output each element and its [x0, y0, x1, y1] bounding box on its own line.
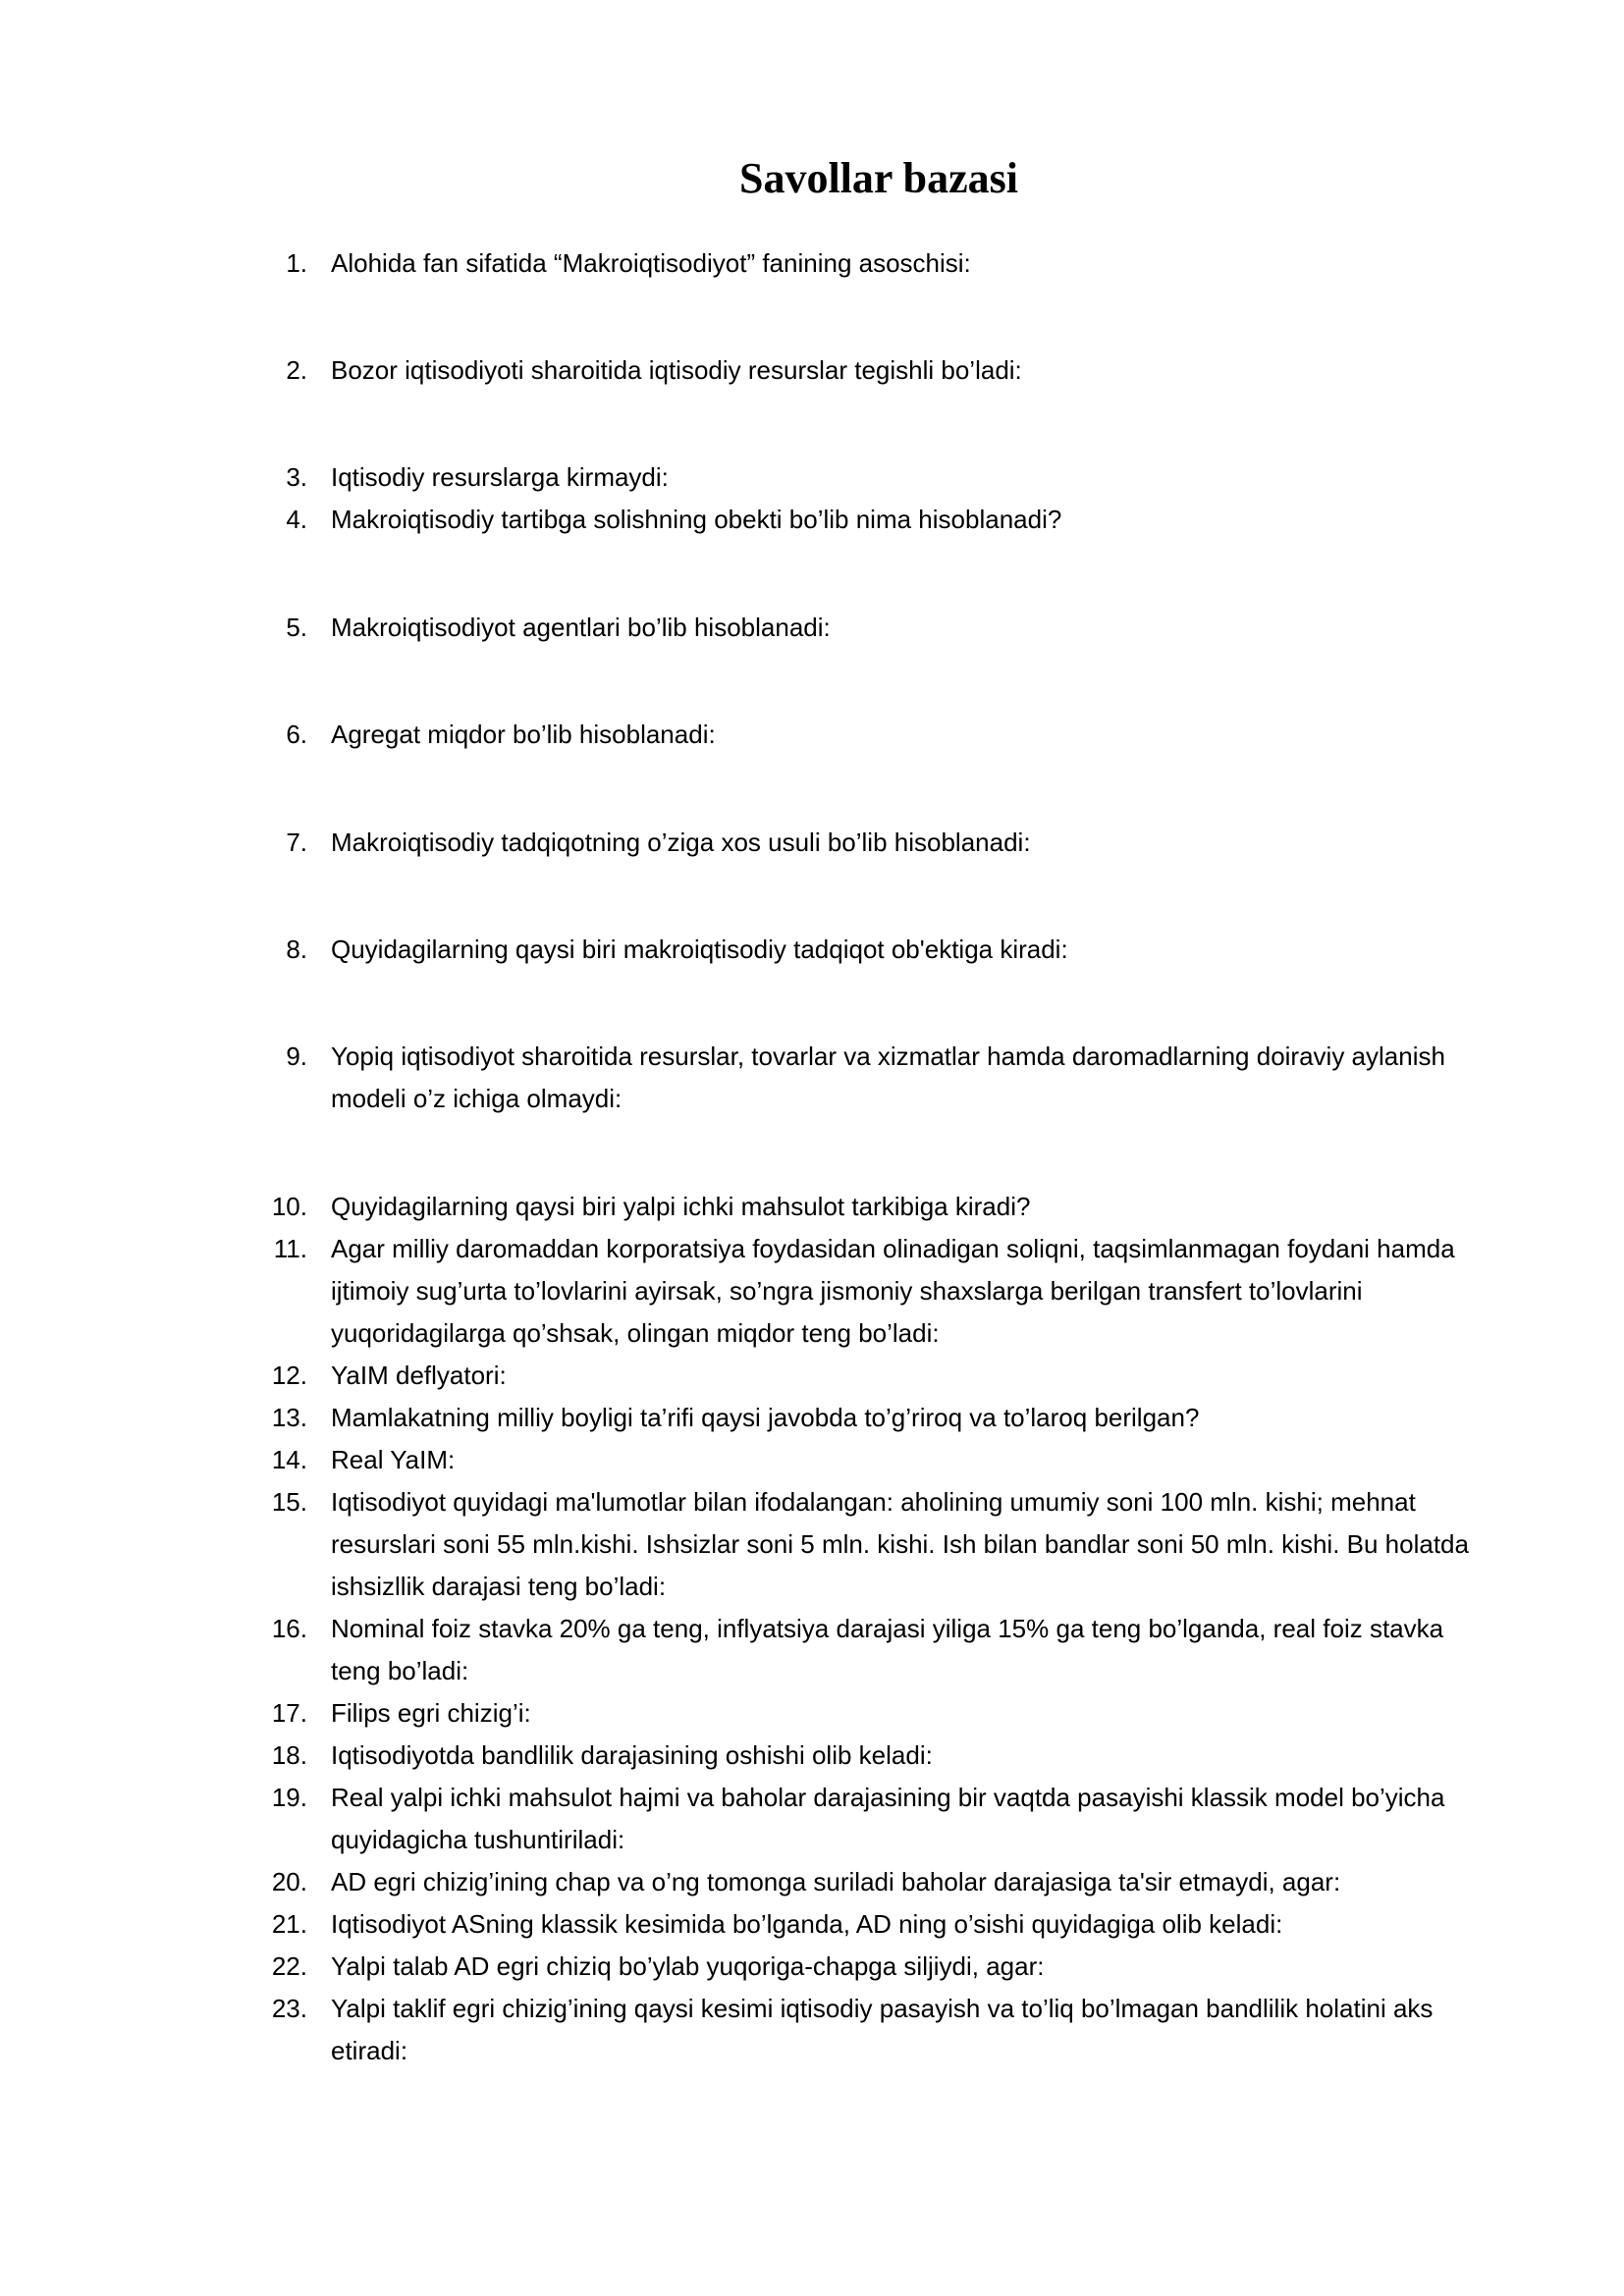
question-number: 17. [271, 1698, 307, 1728]
question-number: 10. [271, 1192, 307, 1221]
question-text: Agar milliy daromaddan korporatsiya foydasidan olinadigan soliqni, taqsimlanmagan foydani hamda ijtimoiy sug’urta to’lovlarini ayirsak, so’ngra jismoniy shaxslarga berilgan transfert to’lovlarini yuqoridagilarga qo’shsak, olingan miqdor teng bo’ladi: [331, 1234, 1455, 1348]
question-text: Makroiqtisodiyot agentlari bo’lib hisoblanadi: [331, 613, 831, 642]
question-text: Quyidagilarning qaysi biri yalpi ichki mahsulot tarkibiga kiradi? [331, 1192, 1031, 1221]
question-number: 11. [273, 1234, 307, 1263]
question-number: 6. [286, 720, 307, 749]
question-number: 9. [286, 1041, 307, 1071]
question-number: 2. [286, 355, 307, 385]
question-text: Agregat miqdor bo’lib hisoblanadi: [331, 720, 716, 749]
page-title: Savollar bazasi [738, 154, 1018, 202]
question-text: Filips egri chizig’i: [331, 1698, 531, 1728]
question-text: Iqtisodiy resurslarga kirmaydi: [331, 462, 669, 492]
question-number: 4. [286, 505, 307, 534]
question-text: Makroiqtisodiy tadqiqotning o’ziga xos usuli bo’lib hisoblanadi: [331, 828, 1031, 857]
question-number: 21. [271, 1909, 307, 1939]
question-number: 18. [271, 1740, 307, 1770]
question-number: 8. [286, 934, 307, 964]
question-number: 15. [271, 1487, 307, 1517]
question-number: 20. [271, 1867, 307, 1896]
question-text: YaIM deflyatori: [331, 1361, 507, 1390]
question-number: 12. [271, 1361, 307, 1390]
question-text: Real yalpi ichki mahsulot hajmi va baholar darajasining bir vaqtda pasayishi klassik model bo’yicha quyidagicha tushuntiriladi: [331, 1783, 1445, 1854]
question-number: 3. [286, 462, 307, 492]
question-number: 14. [271, 1445, 307, 1474]
question-text: Makroiqtisodiy tartibga solishning obekti bo’lib nima hisoblanadi? [331, 505, 1062, 534]
question-number: 22. [271, 1951, 307, 1981]
question-text: Nominal foiz stavka 20% ga teng, inflyatsiya darajasi yiliga 15% ga teng bo’lganda, real foiz stavka teng bo’ladi: [331, 1614, 1444, 1685]
question-text: Yalpi taklif egri chizig’ining qaysi kesimi iqtisodiy pasayish va to’liq bo’lmagan bandlilik holatini aks etiradi: [331, 1994, 1434, 2065]
question-text: Iqtisodiyot ASning klassik kesimida bo’lganda, AD ning o’sishi quyidagiga olib keladi: [331, 1909, 1283, 1939]
question-number: 7. [286, 828, 307, 857]
question-number: 5. [286, 613, 307, 642]
question-text: AD egri chizig’ining chap va o’ng tomonga suriladi baholar darajasiga ta'sir etmaydi, agar: [331, 1867, 1341, 1896]
question-text: Quyidagilarning qaysi biri makroiqtisodiy tadqiqot ob'ektiga kiradi: [331, 934, 1068, 964]
question-text: Bozor iqtisodiyoti sharoitida iqtisodiy resurslar tegishli bo’ladi: [331, 355, 1022, 385]
question-text: Yalpi talab AD egri chiziq bo’ylab yuqoriga-chapga siljiydi, agar: [331, 1951, 1045, 1981]
question-number: 1. [286, 248, 307, 278]
question-text: Iqtisodiyotda bandlilik darajasining oshishi olib keladi: [331, 1740, 933, 1770]
question-text: Yopiq iqtisodiyot sharoitida resurslar, tovarlar va xizmatlar hamda daromadlarning doiraviy aylanish modeli o’z ichiga olmaydi: [331, 1041, 1445, 1113]
question-number: 23. [271, 1994, 307, 2023]
question-text: Mamlakatning milliy boyligi ta’rifi qaysi javobda to’g’riroq va to’laroq berilgan? [331, 1403, 1200, 1432]
question-number: 16. [271, 1614, 307, 1643]
question-text: Alohida fan sifatida “Makroiqtisodiyot” fanining asoschisi: [331, 248, 971, 278]
question-number: 19. [271, 1783, 307, 1812]
question-text: Real YaIM: [331, 1445, 456, 1474]
question-number: 13. [271, 1403, 307, 1432]
question-text: Iqtisodiyot quyidagi ma'lumotlar bilan ifodalangan: aholining umumiy soni 100 mln. kishi; mehnat resurslari soni 55 mln.kishi. Ishsizlar soni 5 mln. kishi. Ish bilan bandlar soni 50 mln. kishi. Bu holatda ishsizllik darajasi teng bo’ladi: [331, 1487, 1469, 1601]
